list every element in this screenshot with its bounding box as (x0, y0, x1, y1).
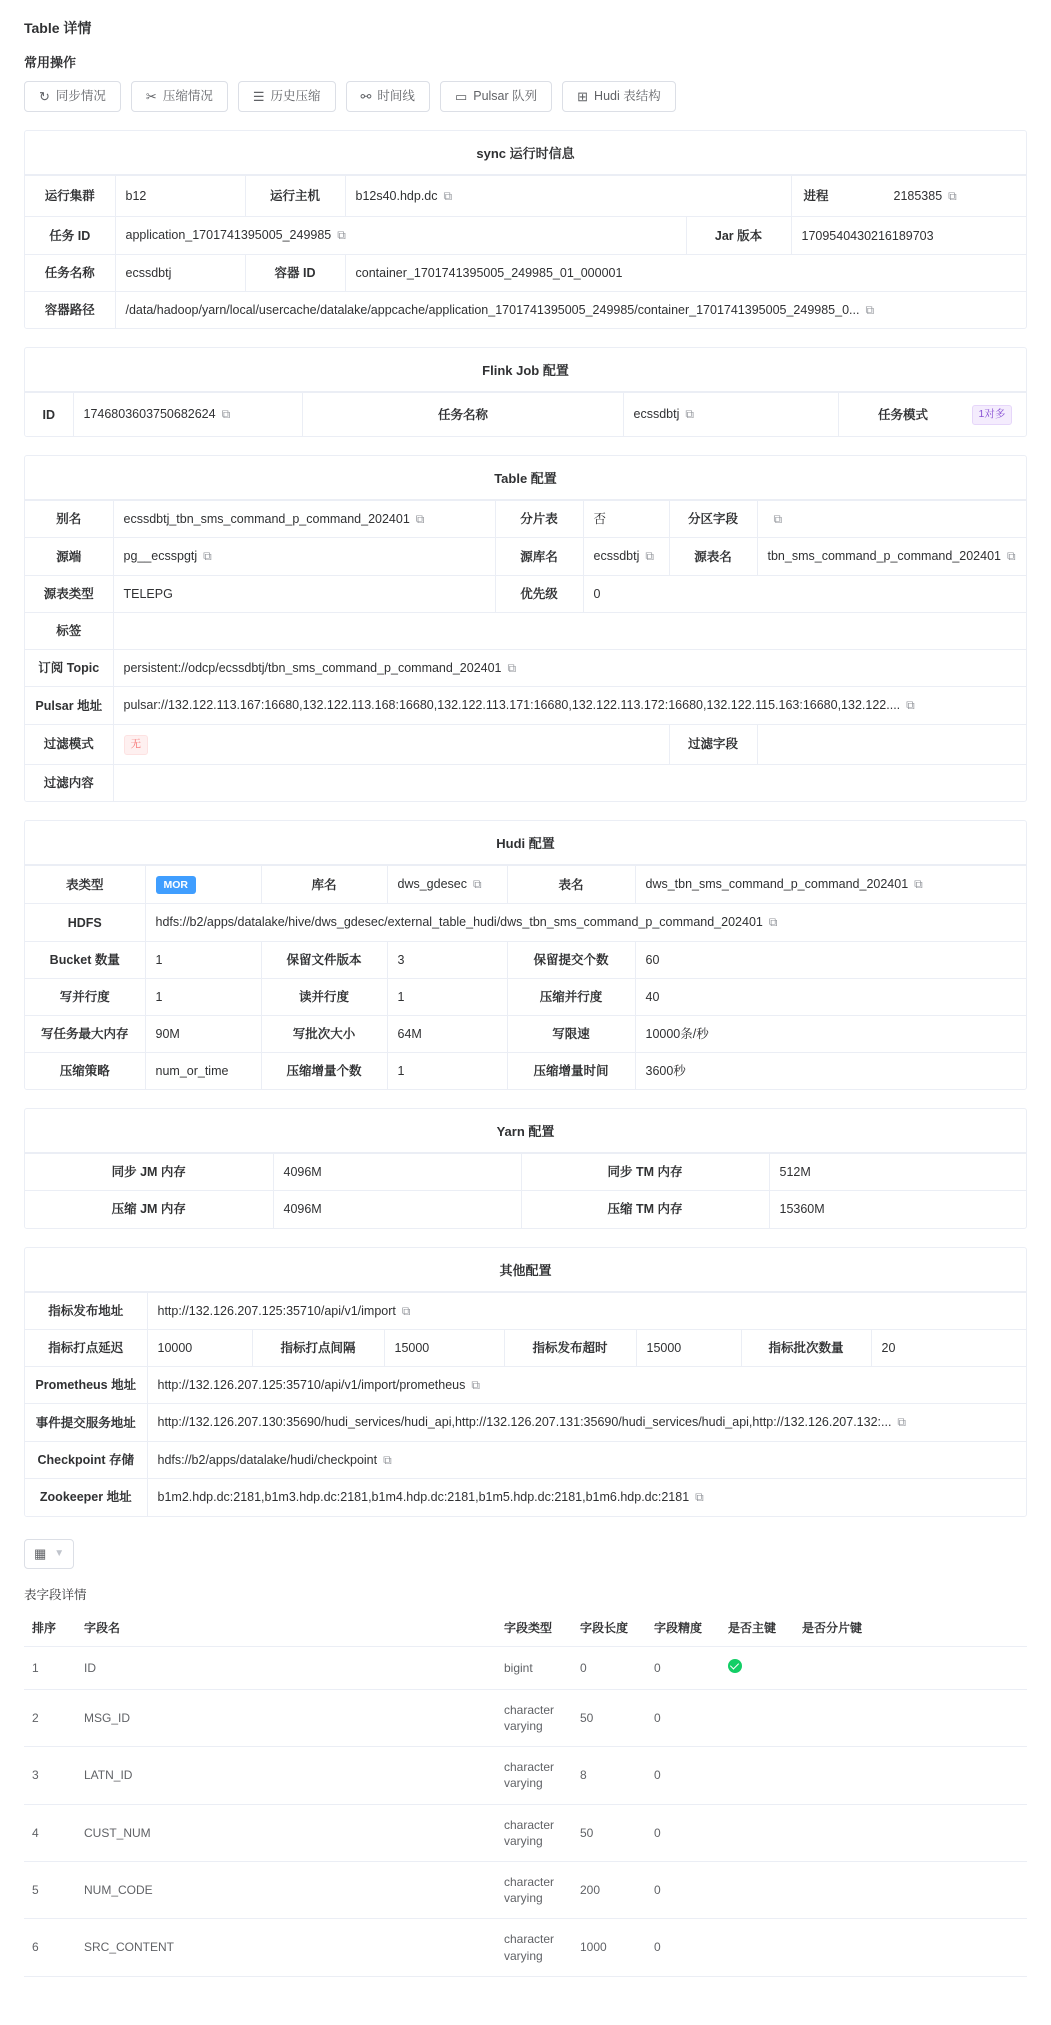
field-is-pk (720, 1747, 794, 1804)
col-is-shard-key[interactable]: 是否分片键 (794, 1609, 1027, 1647)
hudi-db-value: dws_gdesec (397, 877, 467, 892)
compress-icon: ✂ (145, 89, 157, 104)
table-config-table (25, 500, 1026, 801)
field-order: 1 (24, 1646, 76, 1689)
run-host-label: 运行主机 (245, 176, 345, 217)
checkpoint-value-cell (147, 1441, 1026, 1478)
metric-timeout-value: 15000 (636, 1329, 741, 1366)
source-db-label: 源库名 (495, 538, 583, 575)
jar-version-label: Jar 版本 (686, 217, 791, 254)
col-order[interactable]: 排序 (24, 1609, 76, 1647)
task-name-label: 任务名称 (25, 254, 115, 291)
other-config-table (25, 1292, 1026, 1516)
grid-icon: ▦ (34, 1545, 47, 1561)
run-cluster-value: b12 (115, 176, 245, 217)
keep-commit-count-label: 保留提交个数 (507, 941, 635, 978)
source-type-label: 源表类型 (25, 575, 113, 612)
flink-job-mode-value: 1对多 (972, 405, 1013, 425)
field-length: 50 (572, 1689, 646, 1746)
tag-label: 标签 (25, 612, 113, 649)
col-field-type[interactable]: 字段类型 (496, 1609, 572, 1647)
filter-mode-label: 过滤模式 (25, 724, 113, 764)
pulsar-addr-value-cell (113, 687, 1026, 724)
table-row (25, 1367, 1026, 1404)
chevron-down-icon: ▼ (54, 1548, 65, 1560)
hdfs-value-cell (145, 904, 1026, 941)
field-length: 200 (572, 1861, 646, 1918)
source-table-label: 源表名 (669, 538, 757, 575)
process-value: 2185385 (893, 189, 943, 203)
field-name: ID (76, 1646, 496, 1689)
field-name: LATN_ID (76, 1747, 496, 1804)
metric-batch-value: 20 (871, 1329, 1026, 1366)
alias-value: ecssdbtj_tbn_sms_command_p_command_202401 (123, 512, 410, 527)
check-icon (728, 1659, 742, 1673)
table-config-card (24, 455, 1027, 802)
sync-runtime-title: sync 运行时信息 (25, 131, 1026, 175)
metric-delay-value: 10000 (147, 1329, 252, 1366)
copy-icon[interactable]: ⧉ (471, 1378, 480, 1393)
write-rate-limit-label: 写限速 (507, 1016, 635, 1053)
compact-parallel-value: 40 (635, 978, 1026, 1015)
field-is-shard-key (794, 1747, 1027, 1804)
field-order: 6 (24, 1919, 76, 1976)
copy-icon[interactable]: ⧉ (865, 302, 875, 317)
field-is-pk (720, 1689, 794, 1746)
compact-strategy-label: 压缩策略 (25, 1053, 145, 1090)
container-path-value-cell (115, 291, 1026, 328)
write-parallel-label: 写并行度 (25, 978, 145, 1015)
field-precision: 0 (646, 1646, 720, 1689)
flink-job-table (25, 392, 1026, 436)
field-type: character varying (496, 1804, 572, 1861)
field-is-shard-key (794, 1919, 1027, 1976)
process-label: 进程 (803, 189, 829, 204)
table-config-title: Table 配置 (25, 456, 1026, 500)
copy-icon[interactable]: ⧉ (695, 1490, 704, 1505)
table-row (25, 538, 1026, 575)
field-order: 3 (24, 1747, 76, 1804)
flink-id-value-cell (73, 393, 303, 436)
field-order: 2 (24, 1689, 76, 1746)
table-row (25, 575, 1026, 612)
shard-table-label: 分片表 (495, 501, 583, 538)
copy-icon[interactable]: ⧉ (443, 189, 453, 203)
flink-job-mode-cell (838, 393, 1026, 436)
bucket-count-value: 1 (145, 941, 261, 978)
queue-icon: ▭ (454, 89, 468, 104)
copy-icon[interactable]: ⧉ (337, 228, 346, 243)
table-struct-icon: ⊞ (577, 89, 589, 104)
keep-file-version-label: 保留文件版本 (261, 941, 387, 978)
table-row (25, 724, 1026, 764)
bucket-count-label: Bucket 数量 (25, 941, 145, 978)
checkpoint-label: Checkpoint 存储 (25, 1441, 147, 1478)
compress-status-label: 压缩情况 (162, 89, 213, 104)
table-row (24, 1747, 1027, 1804)
field-type: character varying (496, 1919, 572, 1976)
hudi-table-type-label: 表类型 (25, 865, 145, 904)
table-row (25, 1191, 1026, 1228)
field-name: CUST_NUM (76, 1804, 496, 1861)
fields-section-title: 表字段详情 (24, 1587, 87, 1602)
priority-label: 优先级 (495, 575, 583, 612)
hudi-config-title: Hudi 配置 (25, 821, 1026, 865)
source-table-value-cell (757, 538, 1026, 575)
copy-icon[interactable]: ⧉ (768, 915, 778, 930)
event-submit-value-cell (147, 1404, 1026, 1441)
copy-icon[interactable]: ⧉ (685, 407, 694, 422)
source-db-value: ecssdbtj (593, 549, 640, 564)
table-row (25, 1292, 1026, 1329)
compress-status-button[interactable] (131, 81, 228, 112)
flink-job-title: Flink Job 配置 (25, 348, 1026, 392)
history-icon: ☰ (252, 89, 265, 104)
field-length: 0 (572, 1646, 646, 1689)
table-row (25, 1479, 1026, 1516)
copy-icon[interactable]: ⧉ (401, 1303, 411, 1318)
field-is-shard-key (794, 1804, 1027, 1861)
compact-delta-time-value: 3600秒 (635, 1053, 1026, 1090)
filter-mode-value-cell (113, 724, 669, 764)
task-id-label: 任务 ID (25, 217, 115, 254)
flink-job-mode-label: 任务模式 (877, 407, 928, 422)
write-max-mem-label: 写任务最大内存 (25, 1016, 145, 1053)
hudi-table-value-cell (635, 865, 1026, 904)
field-type: bigint (496, 1646, 572, 1689)
col-field-precision[interactable]: 字段精度 (646, 1609, 720, 1647)
fields-table (24, 1609, 1027, 1977)
tag-value (113, 612, 1026, 649)
source-value-cell (113, 538, 495, 575)
task-id-value: application_1701741395005_249985 (125, 228, 332, 243)
field-precision: 0 (646, 1919, 720, 1976)
flink-job-name-value: ecssdbtj (633, 407, 680, 422)
compact-delta-time-label: 压缩增量时间 (507, 1053, 635, 1090)
table-row (25, 291, 1026, 328)
common-ops-toolbar (24, 81, 1027, 112)
compact-delta-count-value: 1 (387, 1053, 507, 1090)
compact-jm-mem-value: 4096M (273, 1191, 521, 1228)
field-order: 4 (24, 1804, 76, 1861)
filter-content-label: 过滤内容 (25, 764, 113, 801)
table-row (24, 1689, 1027, 1746)
table-row (25, 217, 1026, 254)
common-ops-label: 常用操作 (24, 55, 77, 70)
column-settings-button[interactable] (24, 1539, 74, 1569)
sync-runtime-table (25, 175, 1026, 328)
topic-label: 订阅 Topic (25, 650, 113, 687)
table-row (25, 176, 1026, 217)
flink-job-name-label: 任务名称 (303, 393, 623, 436)
col-is-pk[interactable]: 是否主键 (720, 1609, 794, 1647)
container-id-label: 容器 ID (245, 254, 345, 291)
pulsar-queue-label: Pulsar 队列 (473, 89, 538, 104)
event-submit-value: http://132.126.207.130:35690/hudi_services/hudi_api,http://132.126.207.131:35690/hudi_services/hudi_api,http://132.126.207.132:... (157, 1415, 892, 1430)
other-config-card (24, 1247, 1027, 1517)
run-host-value-cell (345, 176, 791, 217)
field-is-shard-key (794, 1861, 1027, 1918)
metric-publish-value-cell (147, 1292, 1026, 1329)
sync-status-label: 同步情况 (55, 89, 106, 104)
metric-publish-label: 指标发布地址 (25, 1292, 147, 1329)
timeline-button[interactable] (346, 81, 430, 112)
prometheus-value-cell (147, 1367, 1026, 1404)
field-type: character varying (496, 1689, 572, 1746)
table-row (24, 1919, 1027, 1976)
hudi-db-label: 库名 (261, 865, 387, 904)
table-row (25, 254, 1026, 291)
table-row (25, 1154, 1026, 1191)
compact-parallel-label: 压缩并行度 (507, 978, 635, 1015)
partition-field-value-cell (757, 501, 1026, 538)
container-path-value: /data/hadoop/yarn/local/usercache/datalake/appcache/application_1701741395005_249985/container_1701741395005_249985_0... (125, 302, 860, 317)
field-type: character varying (496, 1861, 572, 1918)
sync-status-button[interactable] (24, 81, 121, 112)
hudi-table-type-value: MOR (156, 876, 197, 895)
table-row (25, 393, 1026, 436)
task-id-value-cell (115, 217, 686, 254)
copy-icon[interactable]: ⧉ (383, 1452, 392, 1467)
jar-version-value: 1709540430216189703 (791, 217, 1026, 254)
metric-publish-value: http://132.126.207.125:35710/api/v1/import (157, 1303, 396, 1318)
copy-icon[interactable]: ⧉ (203, 549, 212, 564)
priority-value: 0 (583, 575, 1026, 612)
table-row (25, 1404, 1026, 1441)
write-batch-size-label: 写批次大小 (261, 1016, 387, 1053)
table-row (25, 687, 1026, 724)
prometheus-label: Prometheus 地址 (25, 1367, 147, 1404)
hudi-schema-label: Hudi 表结构 (594, 89, 661, 104)
refresh-icon: ↻ (39, 89, 50, 104)
alias-value-cell (113, 501, 495, 538)
other-config-title: 其他配置 (25, 1248, 1026, 1292)
field-is-pk (720, 1861, 794, 1918)
field-precision: 0 (646, 1861, 720, 1918)
source-type-value: TELEPG (113, 575, 495, 612)
table-row (25, 764, 1026, 801)
compact-delta-count-label: 压缩增量个数 (261, 1053, 387, 1090)
zookeeper-value: b1m2.hdp.dc:2181,b1m3.hdp.dc:2181,b1m4.hdp.dc:2181,b1m5.hdp.dc:2181,b1m6.hdp.dc:2181 (157, 1490, 690, 1505)
sync-jm-mem-value: 4096M (273, 1154, 521, 1191)
table-row (24, 1646, 1027, 1689)
topic-value: persistent://odcp/ecssdbtj/tbn_sms_command_p_command_202401 (123, 661, 502, 676)
yarn-config-table (25, 1153, 1026, 1227)
source-value: pg__ecsspgtj (123, 549, 198, 564)
write-rate-limit-value: 10000条/秒 (635, 1016, 1026, 1053)
sync-jm-mem-label: 同步 JM 内存 (25, 1154, 273, 1191)
sync-tm-mem-value: 512M (769, 1154, 1026, 1191)
table-row (25, 1441, 1026, 1478)
hudi-config-card (24, 820, 1027, 1091)
source-label: 源端 (25, 538, 113, 575)
field-length: 1000 (572, 1919, 646, 1976)
container-id-value: container_1701741395005_249985_01_000001 (345, 254, 1026, 291)
process-value-cell (876, 187, 1015, 205)
field-name: NUM_CODE (76, 1861, 496, 1918)
table-row (25, 1016, 1026, 1053)
fields-header-row (24, 1609, 1027, 1647)
zookeeper-value-cell (147, 1479, 1026, 1516)
field-length: 8 (572, 1747, 646, 1804)
compact-tm-mem-label: 压缩 TM 内存 (521, 1191, 769, 1228)
field-is-pk (720, 1646, 794, 1689)
topic-value-cell (113, 650, 1026, 687)
col-field-name[interactable]: 字段名 (76, 1609, 496, 1647)
table-row (25, 941, 1026, 978)
process-cell (791, 176, 1026, 217)
copy-icon[interactable]: ⧉ (897, 1415, 906, 1430)
metric-interval-value: 15000 (384, 1329, 504, 1366)
timeline-icon: ⚯ (360, 89, 372, 104)
hudi-config-table (25, 865, 1026, 1090)
copy-icon[interactable]: ⧉ (415, 512, 425, 527)
sync-tm-mem-label: 同步 TM 内存 (521, 1154, 769, 1191)
compact-tm-mem-value: 15360M (769, 1191, 1026, 1228)
source-db-value-cell (583, 538, 669, 575)
read-parallel-label: 读并行度 (261, 978, 387, 1015)
hudi-schema-button[interactable] (562, 81, 676, 112)
yarn-config-title: Yarn 配置 (25, 1109, 1026, 1153)
filter-field-value (757, 724, 1026, 764)
prometheus-value: http://132.126.207.125:35710/api/v1/import/prometheus (157, 1378, 466, 1393)
compact-strategy-value: num_or_time (145, 1053, 261, 1090)
filter-field-label: 过滤字段 (669, 724, 757, 764)
copy-icon[interactable]: ⧉ (221, 407, 231, 422)
alias-label: 别名 (25, 501, 113, 538)
col-field-length[interactable]: 字段长度 (572, 1609, 646, 1647)
metric-batch-label: 指标批次数量 (741, 1329, 871, 1366)
write-batch-size-value: 64M (387, 1016, 507, 1053)
filter-mode-value: 无 (124, 735, 149, 755)
metric-interval-label: 指标打点间隔 (252, 1329, 384, 1366)
table-row (25, 1329, 1026, 1366)
pulsar-queue-button[interactable] (440, 81, 552, 112)
flink-id-label: ID (25, 393, 73, 436)
copy-icon[interactable]: ⧉ (773, 512, 783, 527)
field-precision: 0 (646, 1689, 720, 1746)
field-is-pk (720, 1804, 794, 1861)
metric-delay-label: 指标打点延迟 (25, 1329, 147, 1366)
flink-job-card (24, 347, 1027, 437)
pulsar-addr-label: Pulsar 地址 (25, 687, 113, 724)
table-row (25, 865, 1026, 904)
sync-runtime-card (24, 130, 1027, 329)
filter-content-value (113, 764, 1026, 801)
source-table-value: tbn_sms_command_p_command_202401 (767, 549, 1001, 564)
copy-icon[interactable]: ⧉ (1006, 549, 1016, 564)
hudi-table-value: dws_tbn_sms_command_p_command_202401 (645, 877, 909, 892)
hdfs-label: HDFS (25, 904, 145, 941)
timeline-label: 时间线 (377, 89, 415, 104)
zookeeper-label: Zookeeper 地址 (25, 1479, 147, 1516)
field-precision: 0 (646, 1747, 720, 1804)
compress-history-button[interactable] (238, 81, 336, 112)
page-title: Table 详情 (24, 20, 92, 36)
flink-id-value: 1746803603750682624 (83, 407, 216, 422)
compact-jm-mem-label: 压缩 JM 内存 (25, 1191, 273, 1228)
write-max-mem-value: 90M (145, 1016, 261, 1053)
field-is-shard-key (794, 1646, 1027, 1689)
checkpoint-value: hdfs://b2/apps/datalake/hudi/checkpoint (157, 1452, 378, 1467)
run-cluster-label: 运行集群 (25, 176, 115, 217)
table-row (25, 612, 1026, 649)
container-path-label: 容器路径 (25, 291, 115, 328)
keep-file-version-value: 3 (387, 941, 507, 978)
event-submit-label: 事件提交服务地址 (25, 1404, 147, 1441)
copy-icon[interactable]: ⧉ (914, 877, 923, 892)
hudi-db-value-cell (387, 865, 507, 904)
field-is-pk (720, 1919, 794, 1976)
shard-table-value: 否 (583, 501, 669, 538)
write-parallel-value: 1 (145, 978, 261, 1015)
field-precision: 0 (646, 1804, 720, 1861)
copy-icon[interactable]: ⧉ (906, 698, 915, 713)
field-type: character varying (496, 1747, 572, 1804)
table-row (25, 650, 1026, 687)
yarn-config-card (24, 1108, 1027, 1228)
field-name: SRC_CONTENT (76, 1919, 496, 1976)
table-row (25, 501, 1026, 538)
copy-icon[interactable]: ⧉ (473, 877, 482, 892)
table-row (24, 1861, 1027, 1918)
task-name-value: ecssdbtj (115, 254, 245, 291)
hudi-table-type-value-cell (145, 865, 261, 904)
run-host-value: b12s40.hdp.dc (355, 189, 438, 203)
table-row (25, 978, 1026, 1015)
metric-timeout-label: 指标发布超时 (504, 1329, 636, 1366)
hudi-table-label: 表名 (507, 865, 635, 904)
field-length: 50 (572, 1804, 646, 1861)
pulsar-addr-value: pulsar://132.122.113.167:16680,132.122.113.168:16680,132.122.113.171:16680,132.122.113.172:16680,132.122.115.163:16680,132.122.... (123, 698, 901, 713)
field-order: 5 (24, 1861, 76, 1918)
table-row (25, 1053, 1026, 1090)
hdfs-value: hdfs://b2/apps/datalake/hive/dws_gdesec/external_table_hudi/dws_tbn_sms_command_p_command_202401 (155, 915, 763, 930)
field-is-shard-key (794, 1689, 1027, 1746)
table-row (24, 1804, 1027, 1861)
copy-icon[interactable]: ⧉ (645, 549, 654, 564)
read-parallel-value: 1 (387, 978, 507, 1015)
table-row (25, 904, 1026, 941)
compress-history-label: 历史压缩 (270, 89, 321, 104)
field-name: MSG_ID (76, 1689, 496, 1746)
partition-field-label: 分区字段 (669, 501, 757, 538)
copy-icon[interactable]: ⧉ (948, 189, 957, 203)
keep-commit-count-value: 60 (635, 941, 1026, 978)
copy-icon[interactable]: ⧉ (507, 661, 517, 676)
flink-job-name-value-cell (623, 393, 838, 436)
